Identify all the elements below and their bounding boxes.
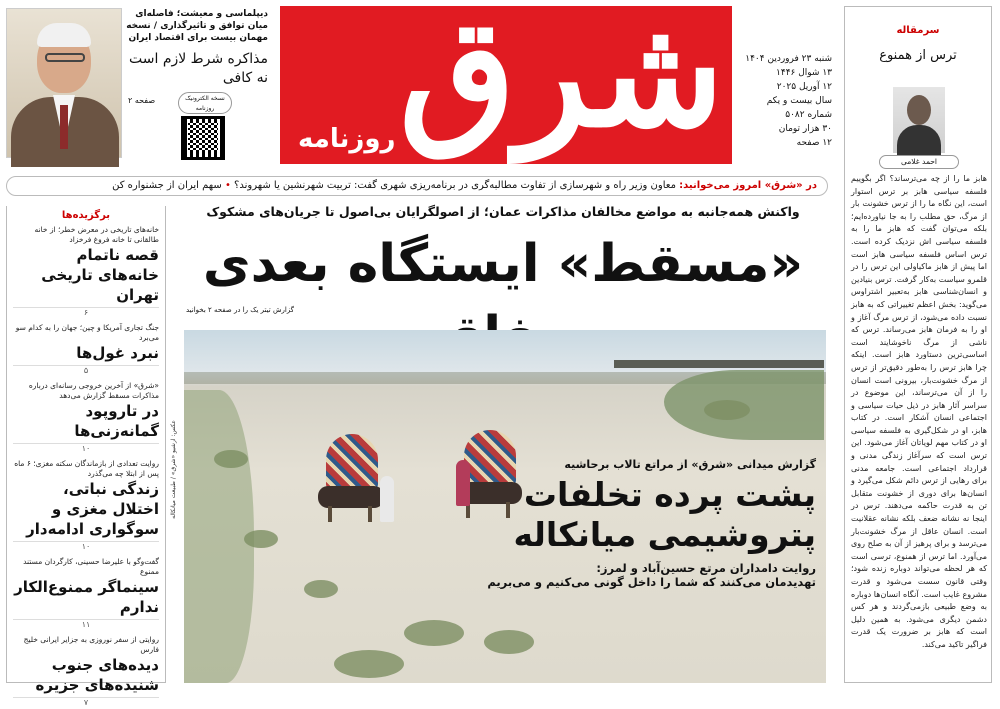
sidebar-story-kicker: خانه‌های تاریخی در معرض خطر؛ از خانه طالقانی تا خانه فروغ فرخزاد [34, 225, 159, 244]
photo-bush [704, 400, 750, 420]
sidebar-story-page: ۵ [13, 365, 159, 375]
photo-story-quote: تهدیدمان می‌کنند که شما را داخل گونی می‌کنیم و می‌بریم [487, 575, 816, 589]
ticker-item[interactable]: سهم ایران از جشنواره کن [112, 180, 222, 191]
sidebar-story-kicker: «شرق» از آخرین خروجی رسانه‌ای درباره مذاکرات مسقط گزارش می‌دهد [28, 381, 159, 400]
ticker-item[interactable]: معاون وزیر راه و شهرسازی از تفاوت مطالبه‌گری در برنامه‌ریزی شهری گفت: تربیت شهرنشین یا شهروند؟ [234, 180, 676, 191]
sidebar-story[interactable] [7, 631, 165, 709]
sidebar-story-headline[interactable]: قصه ناتمام خانه‌های تاریخی تهران [41, 246, 159, 304]
sidebar-story-page: ۱۰ [13, 541, 159, 551]
issue-number: شماره ۵۰۸۲ [785, 110, 832, 120]
e-edition-badge[interactable]: نسخه الکترونیک روزنامه [178, 92, 232, 114]
left-teaser-caption: دیپلماسی و معیشت؛ فاصله‌ای میان توافق و تاثیرگذاری / نسخه مهمان بیست برای اقتصاد ایران [126, 9, 268, 43]
sidebar-story-kicker: روایتی از سفر نوروزی به جزایر ایرانی خلیج فارس [23, 635, 159, 654]
main-headline[interactable]: «مسقط» ایستگاه بعدی [202, 234, 804, 294]
sidebar-story[interactable] [7, 221, 165, 319]
photo-bush [244, 530, 278, 548]
ticker-separator: • [221, 180, 231, 191]
issue-year: سال بیست و یکم [766, 96, 832, 106]
sidebar-story-headline[interactable]: دیده‌های جنوب شنیده‌های جزیره [35, 656, 159, 694]
issue-price: ۳۰ هزار تومان [778, 124, 832, 134]
author-photo [893, 87, 945, 153]
qr-code-icon[interactable] [181, 116, 225, 160]
issue-pages: ۱۲ صفحه [796, 138, 832, 148]
issue-date-gregorian: ۱۲ آوریل ۲۰۲۵ [776, 82, 832, 92]
editorial-body: هابز ما را از چه می‌ترساند؟ اگر بگوییم فلسفه سیاسی هابز بر ترس استوار است، این نگاه ما را از ترس خشونت بار از مرگ، حق مطلب را به جا نیاورده‌ایم؛ بلکه می‌توان گفت که هابز ما را به فلسفه سیاسی اش نزدیک کرده است. ترس اساس فلسفه سیاسی هابز است اما پیش از هابز ماکیاولی این ترس را در قلمرو سیاست به‌کار گرفت. ترس بنیادین و انسان‌شناسی هابز به‌تعبیر اشتراوس می‌گوید: بخش اعظم تغییراتی که به هابز نسبت داده می‌شود، از ترس مرگ آغاز و او را به فرمان هابز می‌رساند. ترس که ناشی از مرگ ناخوشایند است اساسی‌ترین دستاورد هابز است. اینکه چرا هابز ترس را به‌طور دقیق‌تر از ترس از مرگ خشونت‌بار، بیرونی است انسان را از آن می‌ترساند، این موضوع در سراسر آثار هابز در ذیل حیات سیاسی و اجتماعی انسان آشکار است. در کتاب هابز، او در شکل‌گیری به فلسفه سیاسی او در کتاب مهم لویاتان آغاز می‌شود. این ترس است که سرآغاز زندگی مدنی و قرارداد اجتماعی است. جامعه مدنی برای رهایی از ترس دائم شکل می‌گیرد و انسان‌ها برای دوری از خشونت متقابل تن به قدرت حاکمه می‌دهند. ترس در اینجا نه نشانه ضعف بلکه نشانه عقلانیت است. انسان عاقل از مرگ خشونت‌بار می‌ترسد و برای پرهیز از آن به صلح روی می‌آورد. اما ترس از همنوع، ترسی است که هر لحظه می‌تواند دوباره زنده شود؛ وقتی قانون سست می‌شود و قدرت مشروع غایب است. آنگاه انسان‌ها دوباره به وضع طبیعی بازمی‌گردند و هر کس دشمن دیگری می‌شود. به همین دلیل است که هابز بر ضرورت یک قدرت فراگیر تاکید می‌کند. [851, 174, 987, 649]
photo-story-kicker: گزارش میدانی «شرق» از مراتع تالاب برحاشیه [564, 458, 816, 471]
photo-story-headline[interactable]: پشت پرده تخلفات پتروشیمی میانکاله [513, 475, 816, 554]
sidebar-story-kicker: جنگ تجاری آمریکا و چین؛ جهان را به کدام سو می‌برد [15, 323, 159, 342]
sidebar-story-kicker: گفت‌وگو با علیرضا حسینی، کارگردان مستند ممنوع [23, 557, 159, 576]
photo-bush [404, 620, 464, 646]
sidebar-story[interactable] [7, 455, 165, 553]
sidebar-story-headline[interactable]: در تاروپود گمانه‌زنی‌ها [74, 402, 159, 440]
photo-bush [304, 580, 338, 598]
issue-date-hijri: ۱۳ شوال ۱۴۴۶ [776, 68, 832, 78]
photo-pier [614, 360, 824, 368]
ticker-label: در «شرق» امروز می‌خوانید: [679, 180, 817, 191]
left-teaser-page-ref: صفحه ۲ [128, 96, 156, 105]
sidebar-story-page: ۶ [13, 307, 159, 317]
photo-story[interactable] [364, 458, 816, 589]
photo-bush [484, 630, 534, 654]
main-story-kicker: واکنش همه‌جانبه به مواضع مخالفان مذاکرات عمان؛ از اصولگرایان بی‌اصول تا جریان‌های مشکوک [206, 204, 800, 219]
columnist-photo[interactable] [6, 8, 122, 158]
sidebar-story[interactable] [7, 319, 165, 377]
sidebar-story-page: ۱۰ [13, 443, 159, 453]
main-story-page-ref: گزارش تیتر یک را در صفحه ۲ بخوانید [186, 306, 295, 314]
sidebar-story[interactable] [7, 377, 165, 455]
newspaper-logo-subtitle: روزنامه [298, 124, 396, 154]
sidebar-story-headline[interactable]: سینماگر ممنوع‌الکار ندارم [14, 578, 159, 616]
sidebar-story-page: ۷ [13, 697, 159, 707]
masthead[interactable] [280, 0, 732, 164]
photo-story-subhead: روایت دامداران مرتع حسین‌آباد و لمرز: [596, 561, 816, 575]
editorial-headline[interactable]: ترس از همنوع [879, 48, 957, 63]
editorial-column [844, 6, 992, 683]
photo-credit: عکس: ارشیو «شرق» / طبیعت میانکاله [170, 420, 177, 519]
sidebar-story-kicker: روایت تعدادی از بازماندگان سکته مغزی؛ ۶ ماه پس از ابتلا چه می‌گذرد [14, 459, 159, 478]
sidebar-story-page: ۱۱ [13, 619, 159, 629]
photo-bush [334, 650, 404, 678]
left-teaser-headline[interactable]: مذاکره شرط لازم است نه کافی [129, 51, 268, 86]
photo-bush [214, 450, 248, 468]
sidebar-story[interactable] [7, 553, 165, 631]
author-name: احمد غلامی [879, 155, 959, 169]
sidebar-story-headline[interactable]: نبرد غول‌ها [76, 344, 159, 362]
highlights-sidebar [6, 206, 166, 707]
today-ticker[interactable] [6, 176, 828, 196]
issue-date-persian: شنبه ۲۳ فروردین ۱۴۰۴ [745, 54, 832, 64]
sidebar-title: برگزیده‌ها [61, 210, 111, 221]
editorial-section-label: سرمقاله [896, 25, 940, 36]
sidebar-story-headline[interactable]: زندگی نباتی، اختلال مغزی و سوگواری ادامه‌دار [26, 480, 159, 538]
newspaper-logo: شرق [399, 0, 724, 161]
issue-info [740, 52, 832, 150]
